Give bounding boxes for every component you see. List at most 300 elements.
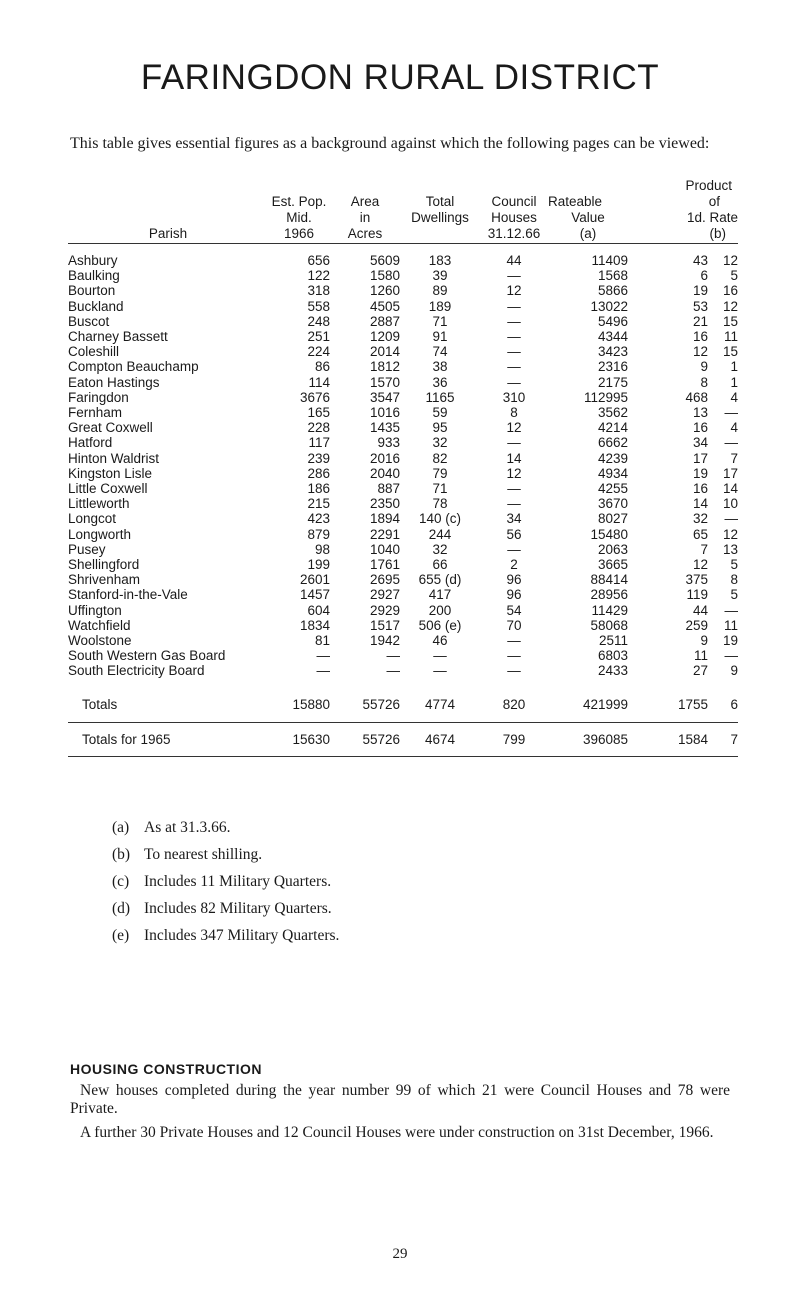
cell-population: 423 (307, 511, 330, 527)
header-pop-line1: Est. Pop. (271, 194, 327, 209)
cell-product-shillings: 8 (730, 572, 738, 588)
totals-1965-pop: 15630 (268, 722, 330, 756)
totals-label: Totals (82, 696, 118, 712)
totals-pop: 15880 (292, 696, 330, 712)
cell-area: — (386, 648, 400, 664)
table-row (68, 253, 738, 268)
cell-rateable-value: 6662 (597, 435, 628, 451)
footnote: (b) To nearest shilling. (112, 846, 263, 863)
header-area-line3: Acres (330, 226, 400, 244)
cell-dwellings: 74 (432, 344, 448, 360)
cell-parish: Compton Beauchamp (68, 359, 199, 375)
cell-dwellings: 39 (432, 268, 448, 284)
table-row (68, 314, 738, 329)
totals-area: 55726 (362, 696, 400, 712)
cell-product-shillings: 7 (730, 450, 738, 466)
cell-council-houses: 12 (506, 283, 522, 299)
cell-product-shillings: 11 (723, 617, 738, 633)
cell-council-houses: — (507, 481, 521, 497)
table-row (68, 299, 738, 314)
cell-dwellings: 1165 (425, 389, 455, 405)
cell-rateable-value: 2063 (597, 541, 628, 557)
cell-area: 2040 (369, 465, 400, 481)
housing-paragraph-2: A further 30 Private Houses and 12 Council Houses were under construction on 31st December, 1966. (80, 1124, 714, 1141)
cell-product-pounds: 259 (685, 617, 708, 633)
table-row (68, 618, 738, 633)
cell-product-pounds: 13 (692, 405, 708, 421)
table-row (68, 283, 738, 298)
cell-product-shillings: — (724, 602, 738, 618)
cell-parish: Hinton Waldrist (68, 450, 160, 466)
cell-area: 2695 (369, 572, 400, 588)
cell-rateable-value: 58068 (590, 617, 628, 633)
totals-1965-product-pounds: 1584 (628, 722, 708, 756)
table-row (68, 572, 738, 587)
cell-parish: Bourton (68, 283, 116, 299)
footnote: (d) Includes 82 Military Quarters. (112, 900, 332, 917)
cell-dwellings: 32 (432, 435, 448, 451)
totals-1965-rateable: 396085 (548, 722, 628, 756)
cell-council-houses: — (507, 344, 521, 360)
cell-parish: Shellingford (68, 557, 140, 573)
cell-council-houses: — (507, 648, 521, 664)
cell-rateable-value: 13022 (590, 298, 628, 314)
cell-product-pounds: 119 (686, 587, 708, 603)
table-row (68, 329, 738, 344)
cell-council-houses: 34 (506, 511, 522, 527)
cell-parish: Longcot (68, 511, 117, 527)
cell-product-shillings: — (724, 648, 738, 664)
cell-population: 117 (308, 435, 330, 451)
cell-population: 2601 (299, 572, 330, 588)
header-area-line2: in (359, 210, 371, 225)
cell-population: 318 (307, 283, 330, 299)
cell-area: 1260 (369, 283, 400, 299)
cell-council-houses: — (507, 313, 521, 329)
cell-rateable-value: 8027 (597, 511, 628, 527)
table-row (68, 359, 738, 374)
cell-council-houses: — (507, 633, 521, 649)
cell-product-shillings: 13 (722, 541, 738, 557)
cell-product-pounds: 16 (692, 420, 708, 436)
cell-council-houses: 8 (510, 405, 518, 421)
page-title: FARINGDON RURAL DISTRICT (140, 58, 660, 97)
cell-dwellings: 244 (428, 526, 452, 542)
cell-population: 879 (307, 526, 330, 542)
totals-1965-council: 799 (480, 722, 548, 756)
cell-product-shillings: 14 (722, 481, 738, 497)
cell-dwellings: 82 (432, 450, 448, 466)
cell-product-shillings: — (724, 511, 738, 527)
cell-area: 1812 (369, 359, 400, 375)
cell-area: 2927 (369, 587, 400, 603)
table-row (68, 451, 738, 466)
table-row (68, 648, 738, 663)
cell-council-houses: 96 (506, 572, 522, 588)
cell-area: 2929 (369, 602, 400, 618)
cell-product-pounds: 12 (692, 344, 708, 360)
cell-product-shillings: 12 (722, 253, 738, 268)
cell-population: 558 (307, 298, 330, 314)
cell-council-houses: 56 (506, 526, 522, 542)
cell-product-shillings: 5 (730, 557, 738, 573)
cell-area: 4505 (369, 298, 400, 314)
cell-council-houses: 14 (506, 450, 522, 466)
cell-area: 1517 (369, 617, 400, 633)
cell-parish: Kingston Lisle (68, 465, 153, 481)
cell-dwellings: 91 (432, 329, 448, 345)
cell-dwellings: 66 (432, 557, 448, 573)
table-row (68, 542, 738, 557)
cell-dwellings: 36 (432, 374, 448, 390)
header-area-line1: Area (350, 194, 380, 209)
cell-council-houses: 2 (510, 557, 518, 573)
cell-product-shillings: 15 (722, 344, 738, 360)
totals-1965-product-shillings: 7 (708, 722, 738, 756)
cell-dwellings: 183 (428, 253, 452, 268)
cell-product-shillings: 9 (730, 663, 738, 679)
cell-dwellings: 506 (e) (418, 617, 462, 633)
header-product-line3: 1d. Rate (686, 210, 738, 225)
cell-area: 1016 (369, 405, 400, 421)
cell-area: 933 (377, 435, 400, 451)
cell-product-shillings: 4 (730, 420, 738, 436)
table-row (68, 587, 738, 602)
header-product-line2: of (708, 194, 720, 209)
cell-population: 1457 (299, 587, 330, 603)
header-council-line3: 31.12.66 (480, 226, 548, 244)
cell-rateable-value: 11409 (591, 253, 628, 268)
totals-product-shillings: 6 (730, 696, 738, 712)
totals-rateable: 421999 (582, 696, 628, 712)
cell-product-shillings: 12 (722, 526, 738, 542)
cell-product-pounds: 6 (700, 268, 708, 284)
header-rateable-line1: Rateable (548, 194, 603, 209)
table-body (68, 253, 738, 679)
table-row (68, 496, 738, 511)
cell-dwellings: 38 (432, 359, 448, 375)
cell-parish: Buckland (68, 298, 124, 314)
cell-dwellings: 78 (432, 496, 448, 512)
cell-rateable-value: 3423 (597, 344, 628, 360)
cell-dwellings: 79 (432, 465, 448, 481)
table-row (68, 390, 738, 405)
cell-product-pounds: 65 (692, 526, 708, 542)
cell-population: 199 (307, 557, 330, 573)
cell-rateable-value: 4239 (597, 450, 628, 466)
cell-product-pounds: 19 (692, 283, 708, 299)
cell-product-pounds: 53 (692, 298, 708, 314)
cell-council-houses: — (507, 298, 521, 314)
cell-council-houses: 54 (506, 602, 522, 618)
cell-rateable-value: 3670 (597, 496, 628, 512)
cell-parish: Faringdon (68, 389, 129, 405)
footnotes (112, 814, 339, 949)
cell-product-pounds: 21 (692, 313, 708, 329)
cell-council-houses: 310 (502, 389, 526, 405)
cell-product-shillings: 5 (730, 587, 738, 603)
cell-population: 656 (307, 253, 330, 268)
cell-rateable-value: 2433 (597, 663, 628, 679)
cell-product-pounds: 375 (685, 572, 708, 588)
cell-council-houses: 70 (506, 617, 522, 633)
cell-rateable-value: 5496 (597, 313, 628, 329)
header-dwellings-line2: Dwellings (411, 210, 469, 225)
totals-council: 820 (502, 696, 526, 712)
cell-parish: Buscot (68, 313, 110, 329)
cell-rateable-value: 5866 (597, 283, 628, 299)
intro-paragraph: This table gives essential figures as a background against which the following pages can be viewed: (70, 135, 710, 152)
cell-population: 248 (307, 313, 330, 329)
cell-product-shillings: 17 (722, 465, 738, 481)
cell-product-pounds: 468 (685, 389, 708, 405)
cell-parish: Watchfield (68, 617, 131, 633)
cell-parish: Uffington (68, 602, 122, 618)
cell-dwellings: 140 (c) (418, 511, 462, 527)
table-row (68, 511, 738, 526)
header-rateable-line3: (a) (548, 226, 628, 244)
cell-parish: Great Coxwell (68, 420, 153, 436)
cell-population: 3676 (299, 389, 330, 405)
cell-area: — (386, 663, 400, 679)
header-dwellings-line1: Total (425, 194, 455, 209)
cell-product-pounds: 12 (692, 557, 708, 573)
cell-council-houses: — (507, 359, 521, 375)
cell-product-pounds: 7 (700, 541, 708, 557)
cell-population: 251 (307, 329, 330, 345)
cell-area: 2291 (369, 526, 400, 542)
cell-parish: Eaton Hastings (68, 374, 160, 390)
footnote: (e) Includes 347 Military Quarters. (112, 927, 340, 944)
cell-parish: Ashbury (68, 253, 118, 268)
cell-product-shillings: 16 (722, 283, 738, 299)
cell-parish: Charney Bassett (68, 329, 168, 345)
cell-area: 1942 (369, 633, 400, 649)
cell-dwellings: 71 (432, 313, 448, 329)
cell-population: 228 (307, 420, 330, 436)
header-product-line4: (b) (628, 226, 738, 244)
table-row (68, 481, 738, 496)
table-row (68, 663, 738, 678)
cell-rateable-value: 4934 (597, 465, 628, 481)
cell-council-houses: 12 (506, 420, 522, 436)
totals-1965-label: Totals for 1965 (68, 722, 268, 756)
cell-product-pounds: 19 (692, 465, 708, 481)
cell-area: 1435 (369, 420, 400, 436)
cell-population: 286 (307, 465, 330, 481)
cell-area: 2350 (369, 496, 400, 512)
table-row (68, 344, 738, 359)
cell-product-shillings: — (724, 405, 738, 421)
cell-product-pounds: 17 (692, 450, 708, 466)
cell-population: 86 (314, 359, 330, 375)
cell-population: 1834 (299, 617, 330, 633)
table-row (68, 633, 738, 648)
district-figures-table (68, 178, 738, 757)
cell-dwellings: 655 (d) (418, 572, 462, 588)
cell-product-shillings: 1 (730, 359, 738, 375)
cell-dwellings: 32 (432, 541, 448, 557)
cell-area: 1580 (369, 268, 400, 284)
table-row (68, 420, 738, 435)
cell-rateable-value: 11429 (591, 602, 628, 618)
cell-population: 98 (314, 541, 330, 557)
cell-rateable-value: 6803 (597, 648, 628, 664)
cell-product-shillings: 11 (723, 329, 738, 345)
cell-population: — (316, 648, 330, 664)
cell-product-shillings: 10 (722, 496, 738, 512)
cell-parish: South Western Gas Board (68, 648, 226, 664)
cell-area: 5609 (369, 253, 400, 268)
cell-parish: Woolstone (68, 633, 132, 649)
cell-rateable-value: 2175 (597, 374, 628, 390)
cell-council-houses: 96 (506, 587, 522, 603)
table-row (68, 557, 738, 572)
cell-council-houses: — (507, 496, 521, 512)
cell-rateable-value: 2316 (597, 359, 628, 375)
cell-council-houses: — (507, 435, 521, 451)
table-row (68, 435, 738, 450)
totals-dwellings: 4774 (424, 696, 456, 712)
cell-dwellings: 417 (428, 587, 452, 603)
cell-population: 81 (314, 633, 330, 649)
cell-product-pounds: 11 (693, 648, 708, 664)
cell-parish: Fernham (68, 405, 123, 421)
cell-rateable-value: 88414 (590, 572, 628, 588)
header-product-line1: Product (685, 178, 732, 193)
totals-1965-area: 55726 (330, 722, 400, 756)
cell-rateable-value: 4255 (597, 481, 628, 497)
cell-dwellings: 95 (432, 420, 448, 436)
cell-area: 2016 (369, 450, 400, 466)
cell-parish: Stanford-in-the-Vale (68, 587, 188, 603)
header-pop-line2: Mid. (286, 210, 312, 225)
cell-product-pounds: 34 (692, 435, 708, 451)
cell-area: 1761 (369, 557, 400, 573)
cell-area: 1209 (369, 329, 400, 345)
totals-1965-row (68, 722, 738, 756)
cell-area: 3547 (369, 389, 400, 405)
cell-product-shillings: 4 (730, 389, 738, 405)
cell-population: 215 (307, 496, 330, 512)
housing-paragraph-1: New houses completed during the year number 99 of which 21 were Council Houses and 78 were Private. (70, 1082, 730, 1117)
header-council-line2: Houses (491, 210, 537, 225)
totals-1965-dwellings: 4674 (400, 722, 480, 756)
table-row (68, 466, 738, 481)
cell-council-houses: — (507, 663, 521, 679)
table-row (68, 603, 738, 618)
cell-population: 604 (307, 602, 330, 618)
cell-area: 1570 (369, 374, 400, 390)
cell-population: 122 (307, 268, 330, 284)
page-number: 29 (392, 1246, 408, 1262)
cell-product-shillings: 19 (722, 633, 738, 649)
cell-area: 2887 (369, 313, 400, 329)
cell-population: 186 (307, 481, 330, 497)
cell-dwellings: 200 (428, 602, 452, 618)
cell-product-pounds: 32 (692, 511, 708, 527)
cell-parish: Baulking (68, 268, 120, 284)
cell-dwellings: 59 (432, 405, 448, 421)
cell-parish: Hatford (68, 435, 113, 451)
cell-product-pounds: 27 (692, 663, 708, 679)
cell-rateable-value: 2511 (598, 633, 628, 649)
cell-rateable-value: 4344 (597, 329, 628, 345)
cell-parish: Little Coxwell (68, 481, 148, 497)
cell-dwellings: — (433, 663, 447, 679)
cell-product-pounds: 14 (692, 496, 708, 512)
cell-council-houses: — (507, 374, 521, 390)
cell-dwellings: — (433, 648, 447, 664)
cell-rateable-value: 4214 (597, 420, 628, 436)
cell-population: 239 (307, 450, 330, 466)
table-row (68, 375, 738, 390)
cell-parish: Coleshill (68, 344, 120, 360)
cell-rateable-value: 3665 (597, 557, 628, 573)
cell-dwellings: 189 (428, 298, 452, 314)
cell-council-houses: — (507, 329, 521, 345)
cell-product-pounds: 43 (692, 253, 708, 268)
cell-product-pounds: 8 (700, 374, 708, 390)
table-row (68, 405, 738, 420)
cell-dwellings: 71 (432, 481, 448, 497)
cell-parish: Shrivenham (68, 572, 141, 588)
cell-product-shillings: 5 (730, 268, 738, 284)
cell-council-houses: 12 (506, 465, 522, 481)
cell-dwellings: 89 (432, 283, 448, 299)
cell-area: 1894 (369, 511, 400, 527)
cell-product-pounds: 9 (700, 633, 708, 649)
cell-population: 114 (308, 374, 330, 390)
cell-product-shillings: 12 (722, 298, 738, 314)
cell-rateable-value: 112995 (583, 389, 628, 405)
cell-area: 1040 (369, 541, 400, 557)
cell-product-shillings: 1 (730, 374, 738, 390)
cell-product-shillings: 15 (722, 313, 738, 329)
cell-rateable-value: 1568 (597, 268, 628, 284)
cell-council-houses: — (507, 541, 521, 557)
cell-area: 887 (377, 481, 400, 497)
cell-parish: South Electricity Board (68, 663, 205, 679)
totals-row (68, 688, 738, 723)
cell-population: — (316, 663, 330, 679)
cell-product-pounds: 9 (700, 359, 708, 375)
header-council-line1: Council (491, 194, 537, 209)
cell-parish: Pusey (68, 541, 106, 557)
cell-area: 2014 (369, 344, 400, 360)
totals-product-pounds: 1755 (677, 696, 708, 712)
cell-population: 165 (307, 405, 330, 421)
footnote: (a) As at 31.3.66. (112, 819, 231, 836)
cell-parish: Littleworth (68, 496, 130, 512)
table-row (68, 268, 738, 283)
cell-dwellings: 46 (432, 633, 448, 649)
cell-council-houses: — (507, 268, 521, 284)
header-rateable-line2: Value (571, 210, 605, 225)
cell-rateable-value: 15480 (590, 526, 628, 542)
footnote: (c) Includes 11 Military Quarters. (112, 873, 332, 890)
cell-parish: Longworth (68, 526, 132, 542)
cell-product-pounds: 16 (692, 481, 708, 497)
cell-product-pounds: 16 (692, 329, 708, 345)
cell-population: 224 (307, 344, 330, 360)
cell-rateable-value: 28956 (590, 587, 628, 603)
header-parish: Parish (68, 226, 268, 244)
cell-product-pounds: 44 (692, 602, 708, 618)
housing-heading: HOUSING CONSTRUCTION (70, 1061, 262, 1077)
cell-rateable-value: 3562 (597, 405, 628, 421)
cell-product-shillings: — (724, 435, 738, 451)
